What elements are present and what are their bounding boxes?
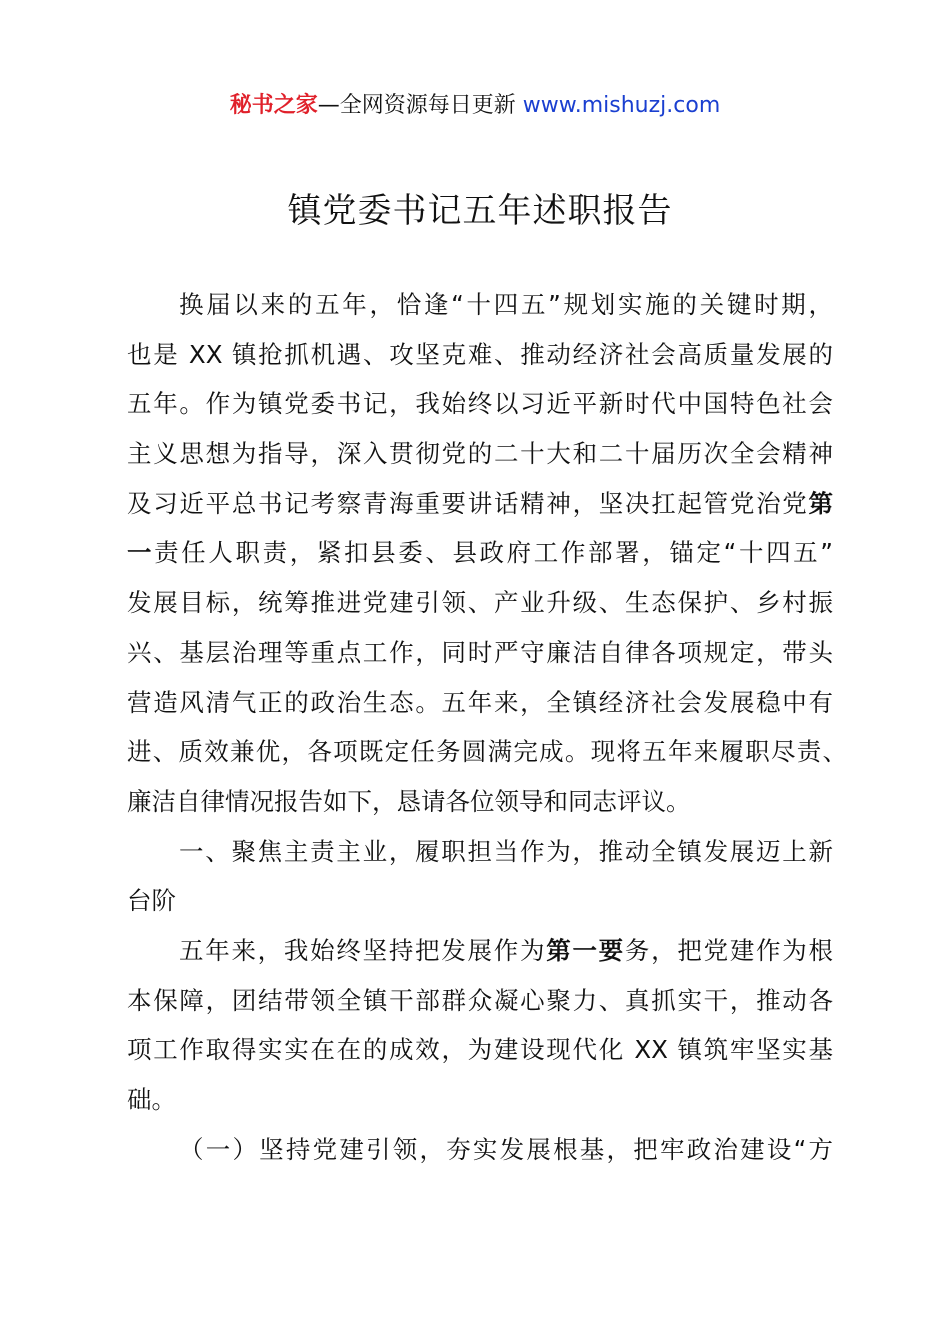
text-segment: 础。 bbox=[127, 1085, 176, 1114]
text-line bbox=[127, 479, 833, 529]
bold-text: 第 bbox=[808, 488, 833, 518]
text-line bbox=[127, 578, 833, 628]
text-line bbox=[127, 1125, 833, 1175]
text-line bbox=[127, 280, 833, 330]
text-line bbox=[127, 429, 833, 479]
text-segment: 一、聚焦主责主业，履职担当作为，推动全镇发展迈上新 bbox=[179, 836, 833, 866]
text-segment: 发展目标，统筹推进党建引领、产业升级、生态保护、乡村振 bbox=[127, 588, 833, 618]
text-line bbox=[127, 727, 847, 777]
text-line bbox=[127, 876, 833, 926]
bold-text: 第一要 bbox=[546, 935, 625, 965]
text-line bbox=[127, 1025, 833, 1075]
header-tagline: —全网资源每日更新 bbox=[317, 93, 523, 118]
text-line bbox=[127, 827, 833, 877]
text-segment: （一）坚持党建引领，夯实发展根基，把牢政治建设“方 bbox=[179, 1134, 833, 1164]
text-segment: 项工作取得实实在在的成效，为建设现代化 XX 镇筑牢坚实基 bbox=[127, 1035, 833, 1065]
text-segment: 廉洁自律情况报告如下，恳请各位领导和同志评议。 bbox=[127, 786, 691, 816]
text-line bbox=[127, 628, 833, 678]
site-header bbox=[0, 88, 950, 119]
text-segment: 进、质效兼优，各项既定任务圆满完成。现将五年来履职尽责、 bbox=[127, 737, 847, 767]
text-segment: 本保障，团结带领全镇干部群众凝心聚力、真抓实干，推动各 bbox=[127, 985, 833, 1015]
text-segment: 五年来，我始终坚持把发展作为 bbox=[179, 935, 547, 965]
text-segment: 台阶 bbox=[127, 886, 176, 916]
site-url-link[interactable]: www.mishuzj.com bbox=[522, 93, 721, 118]
text-line bbox=[127, 330, 833, 380]
text-line bbox=[127, 1075, 833, 1125]
text-segment: 主义思想为指导，深入贯彻党的二十大和二十届历次全会精神 bbox=[127, 439, 833, 469]
text-line bbox=[127, 379, 833, 429]
text-line bbox=[127, 976, 833, 1026]
text-line bbox=[127, 678, 833, 728]
text-line bbox=[127, 777, 833, 827]
brand-name: 秘书之家 bbox=[229, 93, 318, 118]
text-segment: 责任人职责，紧扣县委、县政府工作部署，锚定“十四五” bbox=[154, 538, 833, 568]
text-segment: 换届以来的五年，恰逢“十四五”规划实施的关键时期， bbox=[179, 290, 833, 319]
document-body bbox=[127, 280, 847, 1174]
text-segment: 五年。作为镇党委书记，我始终以习近平新时代中国特色社会 bbox=[127, 389, 833, 419]
text-line bbox=[127, 926, 833, 976]
text-line bbox=[127, 528, 833, 578]
bold-text: 一 bbox=[127, 538, 155, 568]
document-title: 镇党委书记五年述职报告 bbox=[287, 191, 673, 231]
text-segment: 兴、基层治理等重点工作，同时严守廉洁自律各项规定，带头 bbox=[127, 637, 833, 667]
text-segment: 也是 XX 镇抢抓机遇、攻坚克难、推动经济社会高质量发展的 bbox=[127, 339, 833, 369]
text-segment: 务，把党建作为根 bbox=[624, 935, 834, 965]
text-segment: 营造风清气正的政治生态。五年来，全镇经济社会发展稳中有 bbox=[127, 687, 833, 717]
text-segment: 及习近平总书记考察青海重要讲话精神，坚决扛起管党治党 bbox=[127, 488, 809, 518]
